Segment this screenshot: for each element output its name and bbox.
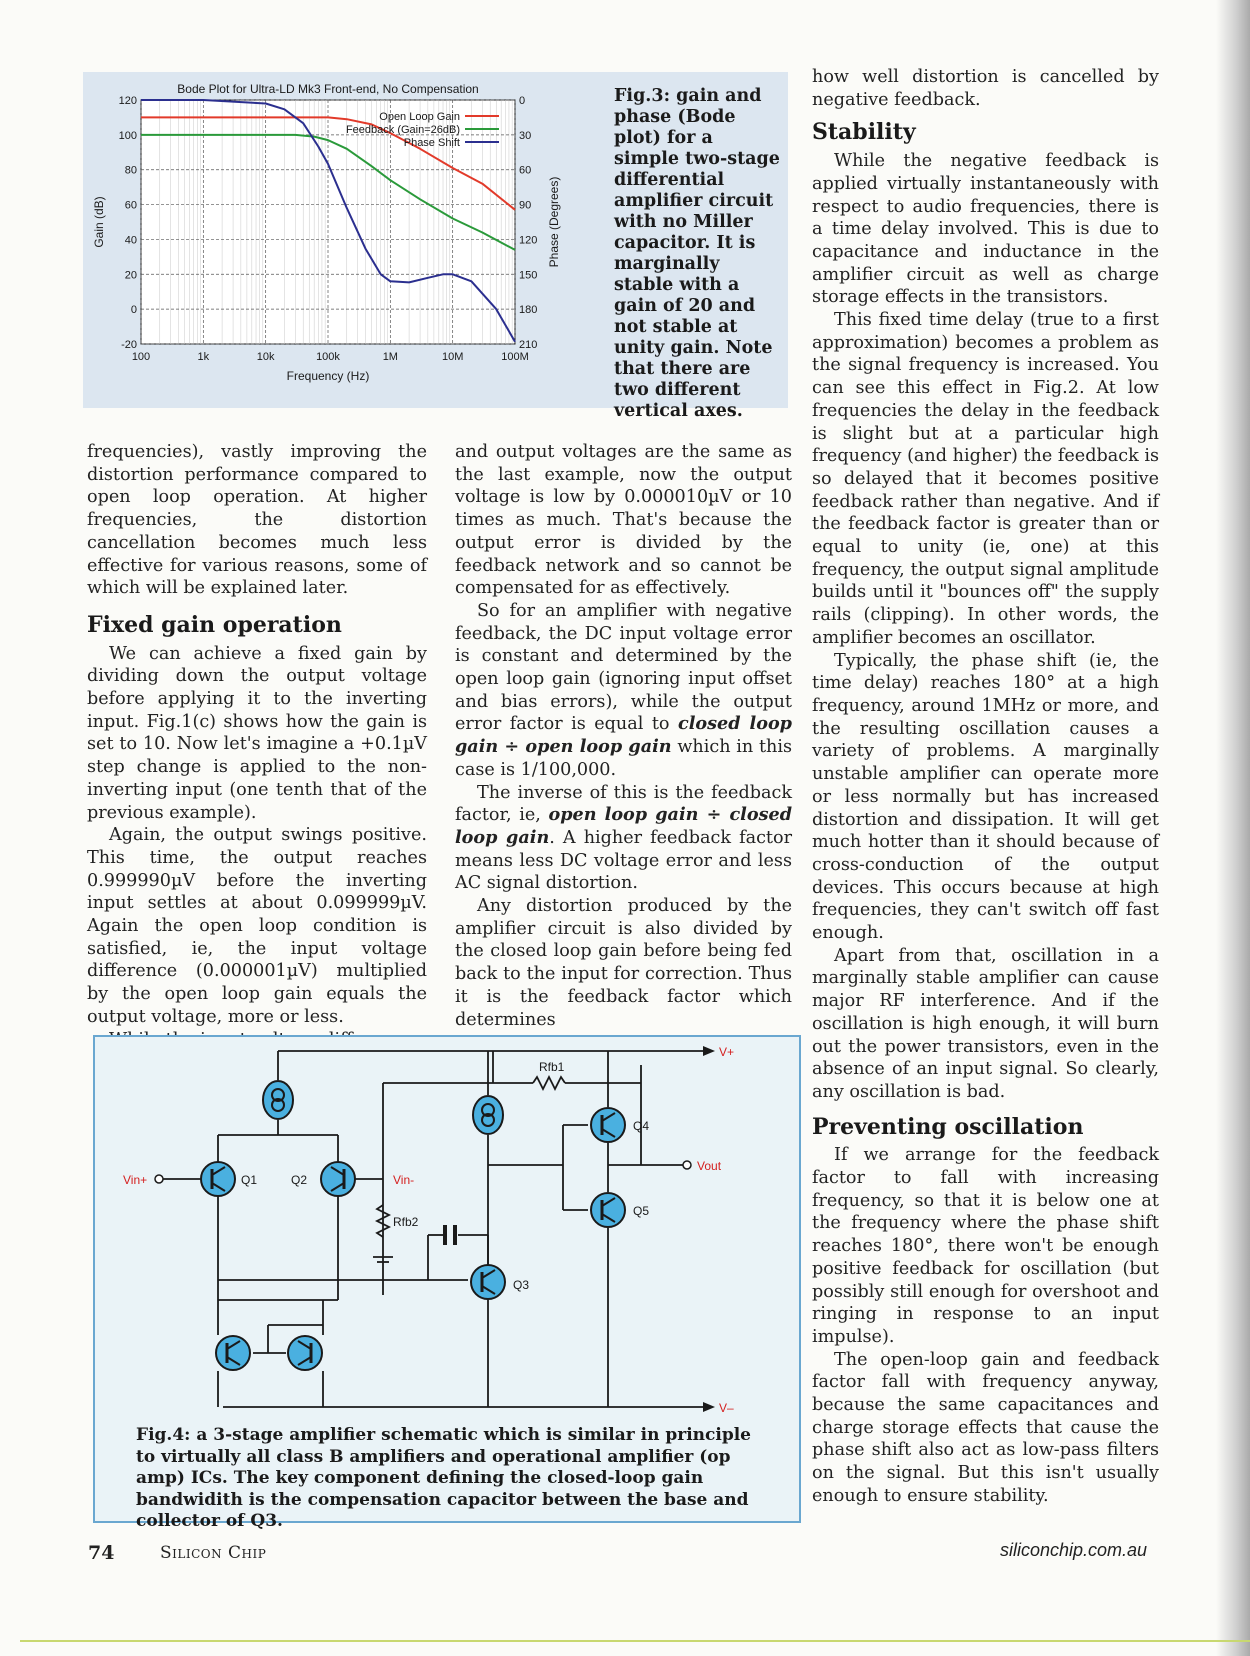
col2-p3-text-c: . A higher feedback factor means less DC voltage error and less AC signal distortion. bbox=[455, 827, 792, 894]
y-tick-label: -20 bbox=[121, 339, 137, 351]
y-tick-label: 40 bbox=[124, 234, 137, 247]
y2-tick-label: 30 bbox=[519, 129, 532, 142]
chart-title: Bode Plot for Ultra-LD Mk3 Front-end, No Compensation bbox=[177, 82, 479, 96]
y-axis-label: Gain (dB) bbox=[92, 196, 106, 248]
col2-p2-text-a: So for an amplifier with negative feedback, the DC input voltage error is constant and determined by the open loop gain (ignoring input offset and bias errors), while the output error factor is equal to bbox=[455, 600, 792, 735]
legend-label-0: Open Loop Gain bbox=[379, 111, 460, 123]
vout-label: Vout bbox=[697, 1159, 722, 1173]
text-column-3 bbox=[812, 66, 1159, 1508]
q1-label: Q1 bbox=[241, 1173, 258, 1187]
y2-tick-label: 60 bbox=[519, 164, 532, 177]
y-tick-label: 80 bbox=[124, 164, 137, 177]
col2-p3-text-a: The inverse of this is the feedback factor, ie, bbox=[455, 782, 792, 826]
col3-paragraph-3: This fixed time delay (true to a first approximation) becomes a problem as the signal frequency is increased. You can see this effect in Fig.2. At low frequencies the delay in the feedback is slight but at a particular high frequency (and higher) the feedback is so delayed that it becomes positive feedback rather than negative. And if the feedback factor is greater than or equal to unity (ie, one) at this frequency, the output signal amplitude builds until it "bounces off" the supply rails (clipping). In other words, the amplifier becomes an oscillator. bbox=[812, 310, 1159, 648]
rfb1-label: Rfb1 bbox=[539, 1060, 565, 1074]
x-tick-label: 1k bbox=[197, 351, 210, 363]
y-tick-label: 20 bbox=[124, 269, 137, 282]
x-tick-label: 100k bbox=[316, 351, 340, 363]
y2-tick-label: 0 bbox=[519, 95, 526, 107]
y2-tick-label: 90 bbox=[519, 199, 532, 212]
x-tick-label: 100M bbox=[501, 351, 529, 363]
heading-stability: Stability bbox=[812, 119, 916, 146]
x-tick-label: 100 bbox=[131, 351, 151, 363]
vin-minus-label: Vin- bbox=[393, 1173, 415, 1187]
x-tick-label: 10M bbox=[441, 351, 464, 363]
magazine-url: siliconchip.com.au bbox=[1000, 1540, 1148, 1560]
col2-p3-emphasis: open loop gain ÷ closed loop gain bbox=[455, 804, 793, 848]
col2-paragraph-4: Any distortion produced by the amplifier circuit is also divided by the closed loop gain before being fed back to the input for correction. Thus it is the feedback factor which determines bbox=[455, 896, 792, 1030]
v-minus-label: V– bbox=[719, 1401, 734, 1415]
vin-plus-label: Vin+ bbox=[123, 1173, 148, 1187]
col3-paragraph-1: how well distortion is cancelled by negative feedback. bbox=[812, 67, 1159, 110]
col3-paragraph-2: While the negative feedback is applied virtually instantaneously with respect to audio frequencies, there is a time delay involved. This is due to capacitance and inductance in the amplifier circuit as well as charge storage effects in the transistors. bbox=[812, 151, 1159, 308]
y2-tick-label: 180 bbox=[519, 304, 538, 317]
text-column-2 bbox=[455, 441, 792, 1031]
col3-paragraph-5: Apart from that, oscillation in a marginally stable amplifier can cause major RF interference. And if the oscillation is high enough, it will burn out the power transistors, even in the absence of an input signal. So clearly, any oscillation is bad. bbox=[812, 945, 1159, 1102]
y-tick-label: 100 bbox=[118, 129, 137, 142]
rfb2-label: Rfb2 bbox=[393, 1215, 419, 1229]
v-plus-label: V+ bbox=[719, 1045, 735, 1059]
figure-4-caption: Fig.4: a 3-stage amplifier schematic which is similar in principle to virtually all class B amplifiers and operational amplifier (op amp) ICs. The key component defining the closed-loop gain bandwidith is the compensation capacitor between the base and collector of Q3. bbox=[136, 1425, 751, 1531]
q3-label: Q3 bbox=[513, 1278, 530, 1292]
col3-paragraph-4: Typically, the phase shift (ie, the time delay) reaches 180° at a high frequency, around 1MHz or more, and the resulting oscillation causes a variety of problems. A marginally unstable amplifier can operate more or less normally but has increased distortion and dissipation. It will get much hotter than it should because of cross-conduction of the output devices. This occurs because at high frequencies, they can't switch off fast enough. bbox=[812, 650, 1159, 944]
y2-tick-label: 120 bbox=[519, 234, 538, 247]
y-tick-label: 0 bbox=[130, 304, 137, 317]
col2-p2-text-c: which in this case is 1/100,000. bbox=[455, 737, 792, 780]
col3-paragraph-7: The open-loop gain and feedback factor fall with frequency anyway, because the same capacitances and charge storage effects that cause the phase shift also act as low-pass filters on the signal. But this isn't usually enough to ensure stability. bbox=[812, 1349, 1159, 1506]
heading-fixed-gain-operation: Fixed gain operation bbox=[87, 611, 342, 638]
q5-label: Q5 bbox=[633, 1204, 650, 1218]
col1-paragraph-3: Again, the output swings positive. This time, the output reaches 0.999990µV before the inverting input settles at about 0.099999µV. Again the open loop condition is satisfied, ie, the input voltage difference (0.000001µV) multiplied by the open loop gain equals the output voltage, more or less. bbox=[87, 825, 427, 1027]
page-edge-shadow bbox=[1216, 0, 1250, 1656]
legend-label-1: Feedback (Gain=26dB) bbox=[345, 124, 460, 136]
q2-label: Q2 bbox=[291, 1173, 308, 1187]
page-number: 74 bbox=[88, 1542, 115, 1564]
x-tick-label: 1M bbox=[382, 351, 398, 363]
y-tick-label: 120 bbox=[118, 95, 137, 107]
col2-paragraph-1: and output voltages are the same as the last example, now the output voltage is low by 0.000010µV or 10 times as much. That's because the output error is divided by the feedback network and so cannot be compensated for as effectively. bbox=[455, 442, 792, 599]
col2-p2-emphasis: closed loop gain ÷ open loop gain bbox=[455, 713, 792, 758]
col1-paragraph-1: frequencies), vastly improving the distortion performance compared to open loop operation. At higher frequencies, the distortion cancellation becomes much less effective for various reasons, some of which will be explained later. bbox=[87, 442, 427, 599]
y2-tick-label: 150 bbox=[519, 269, 538, 282]
q4-label: Q4 bbox=[633, 1119, 650, 1133]
y-tick-label: 60 bbox=[124, 199, 137, 212]
x-axis-label: Frequency (Hz) bbox=[286, 369, 370, 383]
y2-axis-label: Phase (Degrees) bbox=[547, 176, 561, 268]
col2-paragraph-2 bbox=[455, 600, 792, 782]
col2-paragraph-3 bbox=[455, 782, 792, 896]
heading-preventing-oscillation: Preventing oscillation bbox=[812, 1113, 1084, 1140]
magazine-name: Silicon Chip bbox=[160, 1543, 267, 1563]
page-bottom-rule bbox=[20, 1640, 1250, 1642]
text-column-1 bbox=[87, 441, 427, 1051]
y2-tick-label: 210 bbox=[519, 339, 538, 351]
x-tick-label: 10k bbox=[256, 351, 275, 363]
figure-3-caption: Fig.3: gain and phase (Bode plot) for a simple two-stage differential amplifier circuit with no Miller capacitor. It is marginally stable with a gain of 20 and not stable at unity gain. Note that there are two different vertical axes. bbox=[614, 86, 780, 421]
legend-label-2: Phase Shift bbox=[403, 137, 460, 149]
col1-paragraph-2: We can achieve a fixed gain by dividing down the output voltage before applying it to the inverting input. Fig.1(c) shows how the gain is set to 10. Now let's imagine a +0.1µV step change is applied to the non-inverting input (one tenth that of the previous example). bbox=[87, 643, 427, 823]
col3-paragraph-6: If we arrange for the feedback factor to fall with increasing frequency, so that it is below one at the frequency where the phase shift reaches 180°, there won't be enough positive feedback for oscillation (but possibly still enough for overshoot and ringing in response to an input impulse). bbox=[812, 1145, 1159, 1347]
